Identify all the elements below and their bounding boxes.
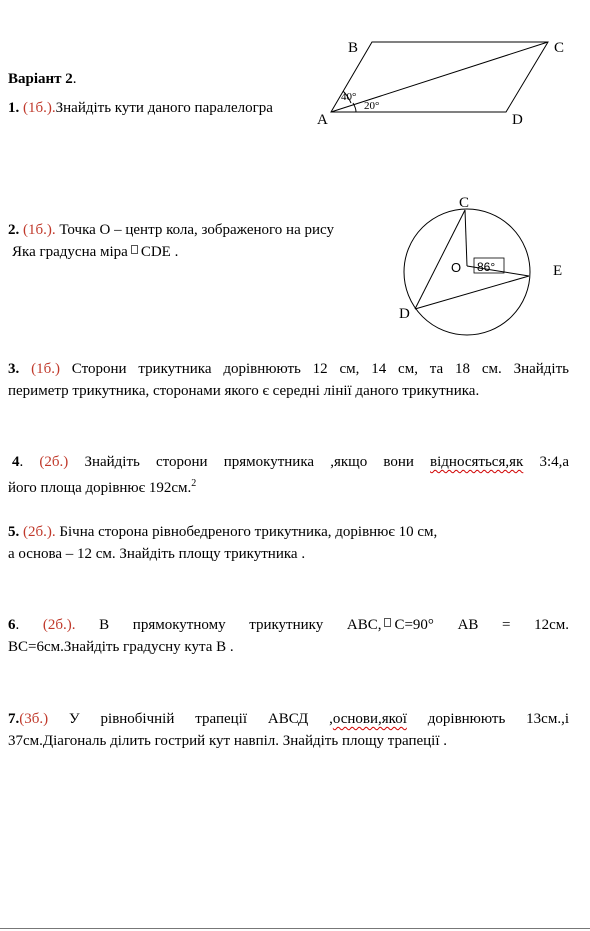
task-2-line-2: Яка градусна міра CDE .	[12, 244, 179, 260]
task-3-line-1: 3. (1б.) Сторони трикутника дорівнюють 12 см, 14 см, та 18 см. Знайдіть	[8, 361, 569, 377]
vertex-b-label: B	[348, 40, 359, 56]
circle-figure	[0, 0, 590, 350]
variant-title: Варіант 2.	[8, 71, 77, 87]
angle-label-20: 20°	[364, 100, 380, 112]
angle-label-40: 40°	[341, 91, 357, 103]
task-4-line-2: його площа дорівнює 192см.$^2$	[8, 478, 197, 496]
vertex-d-label: D	[512, 112, 523, 128]
vertex-c-label: C	[554, 40, 565, 56]
point-d-label: D	[399, 306, 410, 322]
bottom-rule	[0, 928, 590, 929]
point-c-label: C	[459, 195, 470, 211]
task-5-line-1: 5. (2б.). Бічна сторона рівнобедреного трикутника, дорівнює 10 см,	[8, 524, 438, 540]
angle-86-label: 86°	[477, 260, 496, 274]
task-2-line-1: 2. (1б.). Точка О – центр кола, зображеного на рису	[8, 222, 334, 238]
task-5-line-2: а основа – 12 см. Знайдіть площу трикутника .	[8, 546, 306, 562]
point-o-label: O	[451, 260, 462, 275]
task-7-line-1: 7.(3б.) У рівнобічній трапеції АВСД ,основи,якої дорівнюють 13см.,і	[8, 711, 569, 727]
circle-shape	[404, 209, 530, 335]
task-3-line-2: периметр трикутника, сторонами якого є середні лінії даного трикутника.	[8, 383, 480, 399]
vertex-a-label: A	[317, 112, 328, 128]
angle-symbol-box-2	[384, 618, 391, 627]
segment-oc	[465, 210, 467, 266]
point-e-label: E	[553, 263, 563, 279]
task-6-line-2: ВС=6см.Знайдіть градусну кута В .	[8, 639, 234, 655]
task-6-line-1: 6. (2б.). В прямокутному трикутнику АВС, С=90° АВ = 12см.	[8, 617, 570, 633]
task-4-line-1: 4. (2б.) Знайдіть сторони прямокутника ,якщо вони відносяться,як 3:4,а	[12, 454, 570, 470]
segment-de	[415, 276, 529, 309]
task-7-line-2: 37см.Діагональ ділить гострий кут навпіл. Знайдіть площу трапеції .	[8, 733, 447, 749]
task-1: 1. (1б.).Знайдіть кути даного паралелогра	[8, 100, 273, 116]
